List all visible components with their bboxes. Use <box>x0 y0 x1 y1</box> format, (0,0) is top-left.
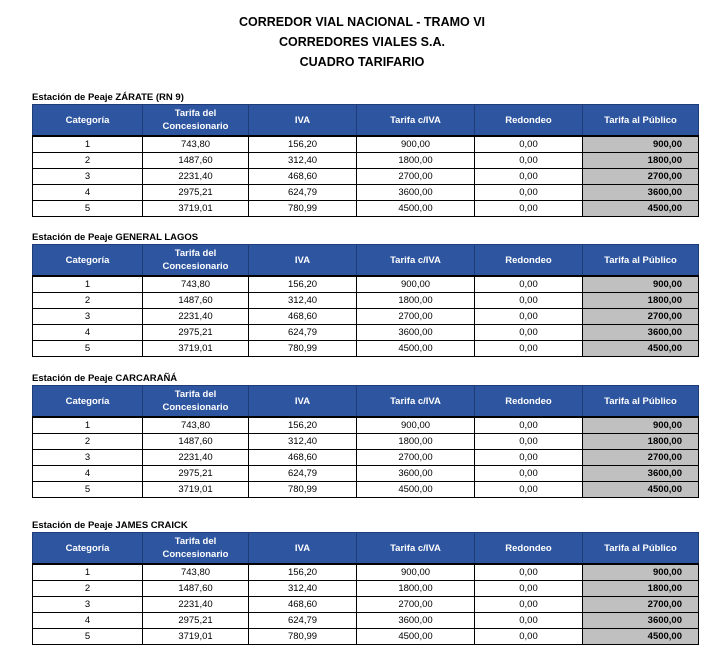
tariff-table-body <box>33 564 699 645</box>
cell-iva: 780,99 <box>249 482 357 498</box>
cell-tarifa-con-iva: 900,00 <box>357 417 475 434</box>
tariff-table <box>32 385 699 498</box>
column-header-redondeo: Redondeo <box>475 386 583 418</box>
tariff-table-header-row <box>33 386 699 418</box>
cell-categoria: 5 <box>33 341 143 357</box>
table-row <box>33 341 699 357</box>
table-row <box>33 482 699 498</box>
cell-iva: 156,20 <box>249 136 357 153</box>
cell-tarifa-con-iva: 1800,00 <box>357 581 475 597</box>
cell-redondeo: 0,00 <box>475 613 583 629</box>
column-header-tarifa-line2: Concesionario <box>162 261 229 272</box>
column-header-tarifa-concesionario <box>143 105 249 137</box>
station-block-general-lagos <box>32 232 698 357</box>
cell-tarifa-publico: 4500,00 <box>583 341 699 357</box>
cell-tarifa-concesionario: 3719,01 <box>143 201 249 217</box>
cell-tarifa-publico: 3600,00 <box>583 185 699 201</box>
table-row <box>33 564 699 581</box>
cell-redondeo: 0,00 <box>475 309 583 325</box>
column-header-redondeo: Redondeo <box>475 245 583 277</box>
table-row <box>33 581 699 597</box>
table-row <box>33 629 699 645</box>
cell-tarifa-publico: 3600,00 <box>583 325 699 341</box>
cell-tarifa-publico: 900,00 <box>583 276 699 293</box>
cell-tarifa-publico: 4500,00 <box>583 201 699 217</box>
cell-iva: 312,40 <box>249 153 357 169</box>
cell-redondeo: 0,00 <box>475 434 583 450</box>
cell-tarifa-con-iva: 4500,00 <box>357 341 475 357</box>
table-row <box>33 293 699 309</box>
cell-iva: 468,60 <box>249 597 357 613</box>
cell-redondeo: 0,00 <box>475 581 583 597</box>
column-header-categoria: Categoría <box>33 533 143 565</box>
header-company-name: CORREDORES VIALES S.A. <box>279 35 445 49</box>
cell-redondeo: 0,00 <box>475 325 583 341</box>
tariff-table <box>32 532 699 645</box>
cell-redondeo: 0,00 <box>475 466 583 482</box>
column-header-tarifa-line1: Tarifa del <box>174 389 217 400</box>
cell-tarifa-con-iva: 4500,00 <box>357 482 475 498</box>
cell-iva: 624,79 <box>249 325 357 341</box>
cell-tarifa-publico: 2700,00 <box>583 309 699 325</box>
station-title: Estación de Peaje CARCARAÑÁ <box>32 373 178 384</box>
cell-categoria: 5 <box>33 629 143 645</box>
cell-redondeo: 0,00 <box>475 185 583 201</box>
column-header-iva: IVA <box>249 245 357 277</box>
cell-tarifa-publico: 1800,00 <box>583 153 699 169</box>
cell-tarifa-con-iva: 3600,00 <box>357 325 475 341</box>
cell-tarifa-concesionario: 743,80 <box>143 136 249 153</box>
cell-tarifa-concesionario: 2975,21 <box>143 466 249 482</box>
tariff-table-body <box>33 276 699 357</box>
column-header-categoria: Categoría <box>33 105 143 137</box>
station-title: Estación de Peaje ZÁRATE (RN 9) <box>32 92 184 103</box>
cell-iva: 312,40 <box>249 434 357 450</box>
column-header-redondeo: Redondeo <box>475 105 583 137</box>
cell-tarifa-publico: 2700,00 <box>583 450 699 466</box>
table-row <box>33 185 699 201</box>
cell-redondeo: 0,00 <box>475 564 583 581</box>
column-header-tarifa-line2: Concesionario <box>162 402 229 413</box>
cell-tarifa-con-iva: 2700,00 <box>357 309 475 325</box>
cell-redondeo: 0,00 <box>475 482 583 498</box>
cell-categoria: 2 <box>33 434 143 450</box>
cell-categoria: 4 <box>33 325 143 341</box>
cell-categoria: 3 <box>33 169 143 185</box>
cell-categoria: 5 <box>33 201 143 217</box>
cell-tarifa-concesionario: 1487,60 <box>143 434 249 450</box>
cell-tarifa-publico: 900,00 <box>583 417 699 434</box>
station-block-james-craick <box>32 520 698 645</box>
cell-tarifa-publico: 2700,00 <box>583 597 699 613</box>
cell-categoria: 2 <box>33 581 143 597</box>
column-header-tarifa-con-iva: Tarifa c/IVA <box>357 386 475 418</box>
cell-iva: 624,79 <box>249 466 357 482</box>
cell-categoria: 5 <box>33 482 143 498</box>
table-row <box>33 450 699 466</box>
cell-iva: 780,99 <box>249 629 357 645</box>
header-corridor-title: CORREDOR VIAL NACIONAL - TRAMO VI <box>238 15 486 29</box>
column-header-tarifa-publico: Tarifa al Público <box>583 533 699 565</box>
cell-iva: 624,79 <box>249 613 357 629</box>
table-row <box>33 466 699 482</box>
cell-categoria: 3 <box>33 450 143 466</box>
cell-tarifa-publico: 1800,00 <box>583 293 699 309</box>
cell-iva: 156,20 <box>249 417 357 434</box>
cell-tarifa-concesionario: 3719,01 <box>143 341 249 357</box>
table-row <box>33 201 699 217</box>
cell-redondeo: 0,00 <box>475 450 583 466</box>
cell-tarifa-publico: 1800,00 <box>583 434 699 450</box>
station-block-carcarana <box>32 373 698 498</box>
cell-redondeo: 0,00 <box>475 341 583 357</box>
station-title: Estación de Peaje JAMES CRAICK <box>32 520 188 531</box>
column-header-categoria: Categoría <box>33 245 143 277</box>
cell-tarifa-concesionario: 1487,60 <box>143 153 249 169</box>
cell-redondeo: 0,00 <box>475 153 583 169</box>
cell-tarifa-con-iva: 2700,00 <box>357 450 475 466</box>
cell-tarifa-concesionario: 2231,40 <box>143 597 249 613</box>
cell-redondeo: 0,00 <box>475 201 583 217</box>
table-row <box>33 597 699 613</box>
cell-redondeo: 0,00 <box>475 597 583 613</box>
cell-categoria: 3 <box>33 309 143 325</box>
cell-categoria: 1 <box>33 276 143 293</box>
cell-iva: 156,20 <box>249 564 357 581</box>
column-header-tarifa-concesionario <box>143 245 249 277</box>
table-row <box>33 153 699 169</box>
column-header-tarifa-line1: Tarifa del <box>174 536 217 547</box>
cell-iva: 780,99 <box>249 201 357 217</box>
cell-tarifa-con-iva: 900,00 <box>357 276 475 293</box>
cell-iva: 468,60 <box>249 169 357 185</box>
table-row <box>33 136 699 153</box>
cell-redondeo: 0,00 <box>475 629 583 645</box>
column-header-tarifa-publico: Tarifa al Público <box>583 105 699 137</box>
cell-categoria: 4 <box>33 185 143 201</box>
cell-tarifa-con-iva: 900,00 <box>357 564 475 581</box>
column-header-iva: IVA <box>249 533 357 565</box>
tariff-table-header-row <box>33 105 699 137</box>
cell-tarifa-publico: 3600,00 <box>583 613 699 629</box>
column-header-tarifa-publico: Tarifa al Público <box>583 245 699 277</box>
cell-tarifa-concesionario: 2231,40 <box>143 309 249 325</box>
table-row <box>33 169 699 185</box>
cell-tarifa-concesionario: 743,80 <box>143 276 249 293</box>
table-row <box>33 434 699 450</box>
cell-iva: 468,60 <box>249 450 357 466</box>
cell-tarifa-publico: 900,00 <box>583 136 699 153</box>
cell-tarifa-concesionario: 2975,21 <box>143 185 249 201</box>
cell-tarifa-concesionario: 2231,40 <box>143 450 249 466</box>
cell-tarifa-con-iva: 1800,00 <box>357 153 475 169</box>
table-row <box>33 276 699 293</box>
column-header-iva: IVA <box>249 105 357 137</box>
column-header-tarifa-concesionario <box>143 533 249 565</box>
cell-tarifa-con-iva: 3600,00 <box>357 613 475 629</box>
cell-tarifa-con-iva: 1800,00 <box>357 434 475 450</box>
cell-tarifa-concesionario: 1487,60 <box>143 581 249 597</box>
cell-redondeo: 0,00 <box>475 417 583 434</box>
column-header-categoria: Categoría <box>33 386 143 418</box>
cell-tarifa-concesionario: 3719,01 <box>143 629 249 645</box>
tariff-table-header-row <box>33 245 699 277</box>
tariff-table <box>32 104 699 217</box>
table-row <box>33 309 699 325</box>
column-header-tarifa-con-iva: Tarifa c/IVA <box>357 245 475 277</box>
cell-categoria: 4 <box>33 613 143 629</box>
cell-tarifa-con-iva: 3600,00 <box>357 185 475 201</box>
cell-tarifa-con-iva: 900,00 <box>357 136 475 153</box>
tariff-table-header-row <box>33 533 699 565</box>
cell-iva: 312,40 <box>249 293 357 309</box>
cell-tarifa-con-iva: 2700,00 <box>357 169 475 185</box>
cell-tarifa-con-iva: 2700,00 <box>357 597 475 613</box>
cell-iva: 780,99 <box>249 341 357 357</box>
cell-tarifa-con-iva: 1800,00 <box>357 293 475 309</box>
column-header-iva: IVA <box>249 386 357 418</box>
column-header-tarifa-con-iva: Tarifa c/IVA <box>357 105 475 137</box>
cell-categoria: 4 <box>33 466 143 482</box>
column-header-tarifa-publico: Tarifa al Público <box>583 386 699 418</box>
cell-tarifa-concesionario: 2231,40 <box>143 169 249 185</box>
cell-tarifa-publico: 3600,00 <box>583 466 699 482</box>
cell-redondeo: 0,00 <box>475 276 583 293</box>
cell-categoria: 1 <box>33 417 143 434</box>
table-row <box>33 613 699 629</box>
column-header-tarifa-con-iva: Tarifa c/IVA <box>357 533 475 565</box>
cell-iva: 468,60 <box>249 309 357 325</box>
cell-categoria: 1 <box>33 564 143 581</box>
tariff-table-body <box>33 417 699 498</box>
column-header-tarifa-line2: Concesionario <box>162 121 229 132</box>
cell-tarifa-concesionario: 2975,21 <box>143 325 249 341</box>
column-header-redondeo: Redondeo <box>475 533 583 565</box>
cell-redondeo: 0,00 <box>475 293 583 309</box>
cell-redondeo: 0,00 <box>475 169 583 185</box>
cell-tarifa-con-iva: 4500,00 <box>357 201 475 217</box>
cell-redondeo: 0,00 <box>475 136 583 153</box>
table-row <box>33 325 699 341</box>
station-block-zarate <box>32 92 698 217</box>
cell-tarifa-publico: 4500,00 <box>583 482 699 498</box>
cell-iva: 156,20 <box>249 276 357 293</box>
cell-categoria: 1 <box>33 136 143 153</box>
cell-categoria: 2 <box>33 293 143 309</box>
cell-tarifa-publico: 4500,00 <box>583 629 699 645</box>
column-header-tarifa-line1: Tarifa del <box>174 108 217 119</box>
document-header <box>0 12 724 72</box>
cell-tarifa-concesionario: 743,80 <box>143 564 249 581</box>
cell-tarifa-publico: 2700,00 <box>583 169 699 185</box>
cell-tarifa-publico: 900,00 <box>583 564 699 581</box>
cell-tarifa-con-iva: 3600,00 <box>357 466 475 482</box>
cell-tarifa-concesionario: 3719,01 <box>143 482 249 498</box>
cell-iva: 624,79 <box>249 185 357 201</box>
cell-categoria: 3 <box>33 597 143 613</box>
cell-tarifa-con-iva: 4500,00 <box>357 629 475 645</box>
cell-tarifa-concesionario: 743,80 <box>143 417 249 434</box>
column-header-tarifa-line1: Tarifa del <box>174 248 217 259</box>
cell-categoria: 2 <box>33 153 143 169</box>
column-header-tarifa-line2: Concesionario <box>162 549 229 560</box>
header-document-title: CUADRO TARIFARIO <box>299 55 425 69</box>
cell-tarifa-concesionario: 2975,21 <box>143 613 249 629</box>
table-row <box>33 417 699 434</box>
column-header-tarifa-concesionario <box>143 386 249 418</box>
tariff-table-body <box>33 136 699 217</box>
cell-tarifa-concesionario: 1487,60 <box>143 293 249 309</box>
cell-tarifa-publico: 1800,00 <box>583 581 699 597</box>
cell-iva: 312,40 <box>249 581 357 597</box>
tariff-table <box>32 244 699 357</box>
station-title: Estación de Peaje GENERAL LAGOS <box>32 232 199 243</box>
